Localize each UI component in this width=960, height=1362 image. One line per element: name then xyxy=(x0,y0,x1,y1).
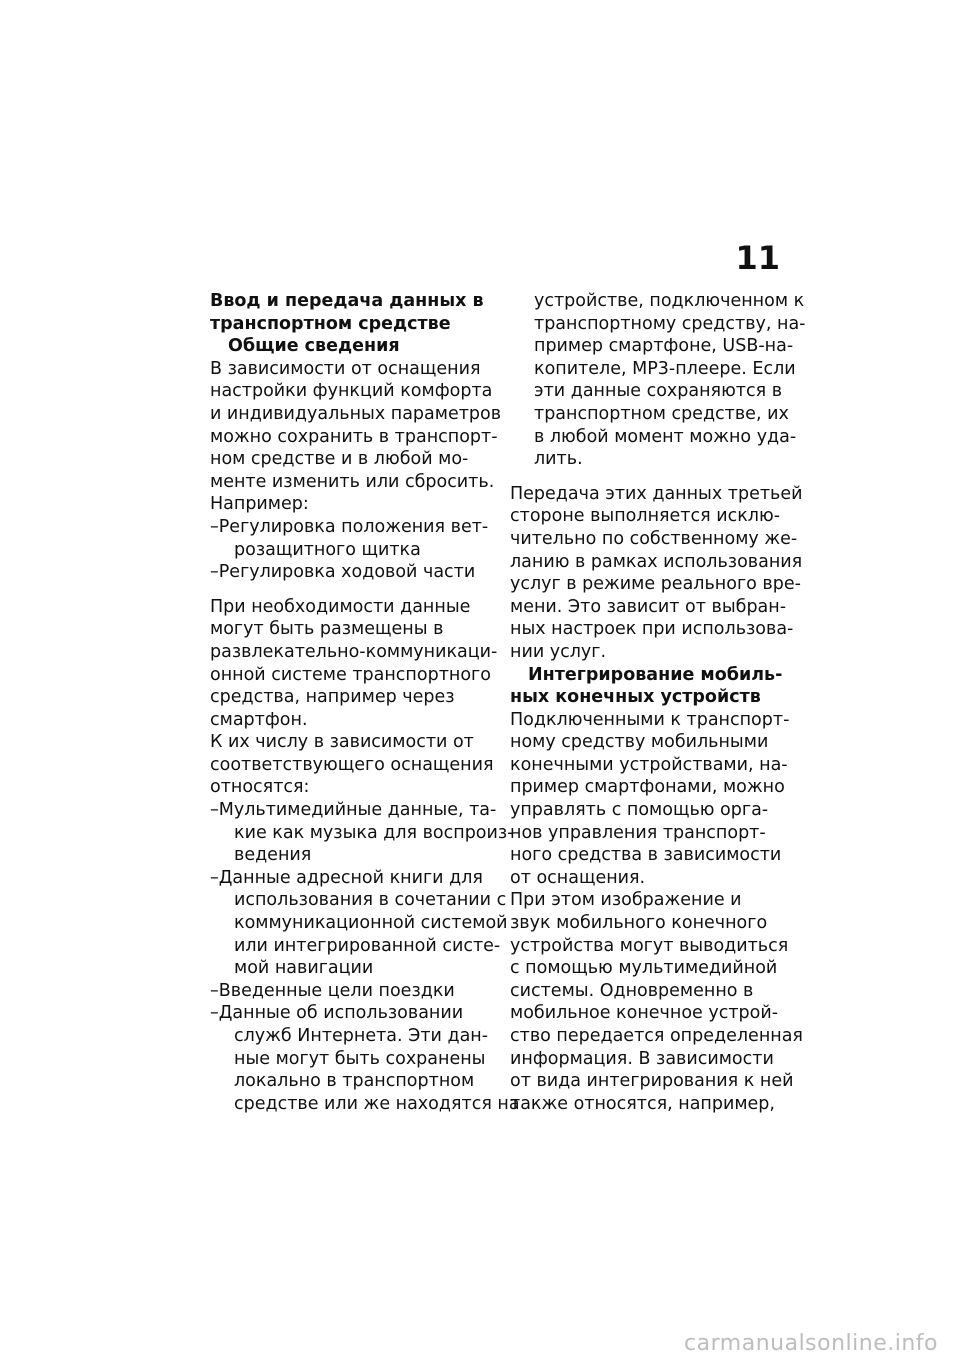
body-line: услуг в режиме реального вре- xyxy=(510,574,801,595)
list-item: –Данные адресной книги для xyxy=(210,867,483,888)
body-line: звук мобильного конечного xyxy=(510,913,768,934)
body-line: онной системе транспортного xyxy=(210,664,491,685)
body-line: ных настроек при использова- xyxy=(510,619,794,640)
subheading-general: Общие сведения xyxy=(228,336,400,357)
body-line: нии услуг. xyxy=(510,641,607,662)
body-line: от вида интегрирования к ней xyxy=(510,1071,794,1092)
list-item-cont: использования в сочетании с xyxy=(234,890,507,911)
body-line: от оснащения. xyxy=(510,867,646,888)
body-line: мобильное конечное устрой- xyxy=(510,1003,779,1024)
body-line: средства, например через xyxy=(210,687,455,708)
body-line: развлекательно-коммуникаци- xyxy=(210,641,498,662)
body-line: ного средства в зависимости xyxy=(510,845,782,866)
list-item-cont: эти данные сохраняются в xyxy=(534,381,783,402)
list-item-cont: локально в транспортном xyxy=(234,1071,475,1092)
body-line: мени. Это зависит от выбран- xyxy=(510,596,787,617)
list-item-cont: транспортном средстве, их xyxy=(534,403,789,424)
body-line: могут быть размещены в xyxy=(210,619,444,640)
list-item-cont: копителе, MP3-плеере. Если xyxy=(534,358,796,379)
body-line: и индивидуальных параметров xyxy=(210,403,502,424)
list-item-cont: лить. xyxy=(534,449,583,470)
list-item: –Данные об использовании xyxy=(210,1003,464,1024)
list-item: –Мультимедийные данные, та- xyxy=(210,800,497,821)
list-item-cont: коммуникационной системой xyxy=(234,913,508,934)
body-line: с помощью мультимедийной xyxy=(510,958,778,979)
body-line: системы. Одновременно в xyxy=(510,980,754,1001)
body-line: относятся: xyxy=(210,777,310,798)
subheading-mobile: Интегрирование мобиль- xyxy=(528,664,783,685)
chapter-number: 11 xyxy=(735,239,780,277)
body-line: информация. В зависимости xyxy=(510,1048,774,1069)
section-title-line: Ввод и передача данных в xyxy=(210,291,484,311)
list-item-cont: мой навигации xyxy=(234,958,374,979)
body-line: управлять с помощью орга- xyxy=(510,800,769,821)
body-line: менте изменить или сбросить. xyxy=(210,471,495,492)
list-item-cont: ведения xyxy=(234,845,312,866)
list-item-cont: ные могут быть сохранены xyxy=(234,1048,486,1069)
body-line: ство передается определенная xyxy=(510,1026,803,1046)
list-item-cont: кие как музыка для воспроиз- xyxy=(234,822,514,843)
left-column xyxy=(210,290,520,1115)
body-line: К их числу в зависимости от xyxy=(210,732,474,753)
body-line: конечными устройствами, на- xyxy=(510,754,788,775)
list-item-cont: транспортному средству, на- xyxy=(534,313,806,334)
list-item-cont: служб Интернета. Эти дан- xyxy=(234,1026,489,1046)
body-line: устройства могут выводиться xyxy=(510,935,789,956)
watermark: carmanualsonline.info xyxy=(684,1331,938,1356)
list-item-cont: устройстве, подключенном к xyxy=(534,291,805,311)
list-item: –Регулировка положения вет- xyxy=(210,516,489,537)
body-line: стороне выполняется исклю- xyxy=(510,506,781,527)
body-line: смартфон. xyxy=(210,709,308,730)
list-item: –Введенные цели поездки xyxy=(210,980,455,1001)
body-line: При необходимости данные xyxy=(210,596,471,617)
body-line: ному средству мобильными xyxy=(510,732,769,753)
body-line: настройки функций комфорта xyxy=(210,381,493,402)
body-line: В зависимости от оснащения xyxy=(210,358,481,379)
body-line: Например: xyxy=(210,494,309,515)
list-item-cont: или интегрированной систе- xyxy=(234,935,501,956)
subheading-mobile: ных конечных устройств xyxy=(510,687,761,708)
list-item-cont: средстве или же находятся на xyxy=(234,1093,520,1114)
body-line: соответствующего оснащения xyxy=(210,754,494,775)
right-column xyxy=(510,290,806,1115)
list-item-cont: розащитного щитка xyxy=(234,539,421,560)
body-line: Подключенными к транспорт- xyxy=(510,709,790,730)
body-line: можно сохранить в транспорт- xyxy=(210,426,498,447)
body-line: чительно по собственному же- xyxy=(510,528,798,549)
section-title-line: транспортном средстве xyxy=(210,313,451,334)
list-item: –Регулировка ходовой части xyxy=(210,562,476,583)
body-line: также относятся, например, xyxy=(510,1093,775,1114)
body-line: При этом изображение и xyxy=(510,890,742,911)
body-line: пример смартфонами, можно xyxy=(510,777,785,798)
list-item-cont: в любой момент можно уда- xyxy=(534,426,797,447)
body-line: ном средстве и в любой мо- xyxy=(210,449,469,470)
body-line: Передача этих данных третьей xyxy=(510,483,803,504)
list-item-cont: пример смартфоне, USB-на- xyxy=(534,336,794,357)
body-line: ланию в рамках использования xyxy=(510,551,803,572)
body-line: нов управления транспорт- xyxy=(510,822,766,843)
